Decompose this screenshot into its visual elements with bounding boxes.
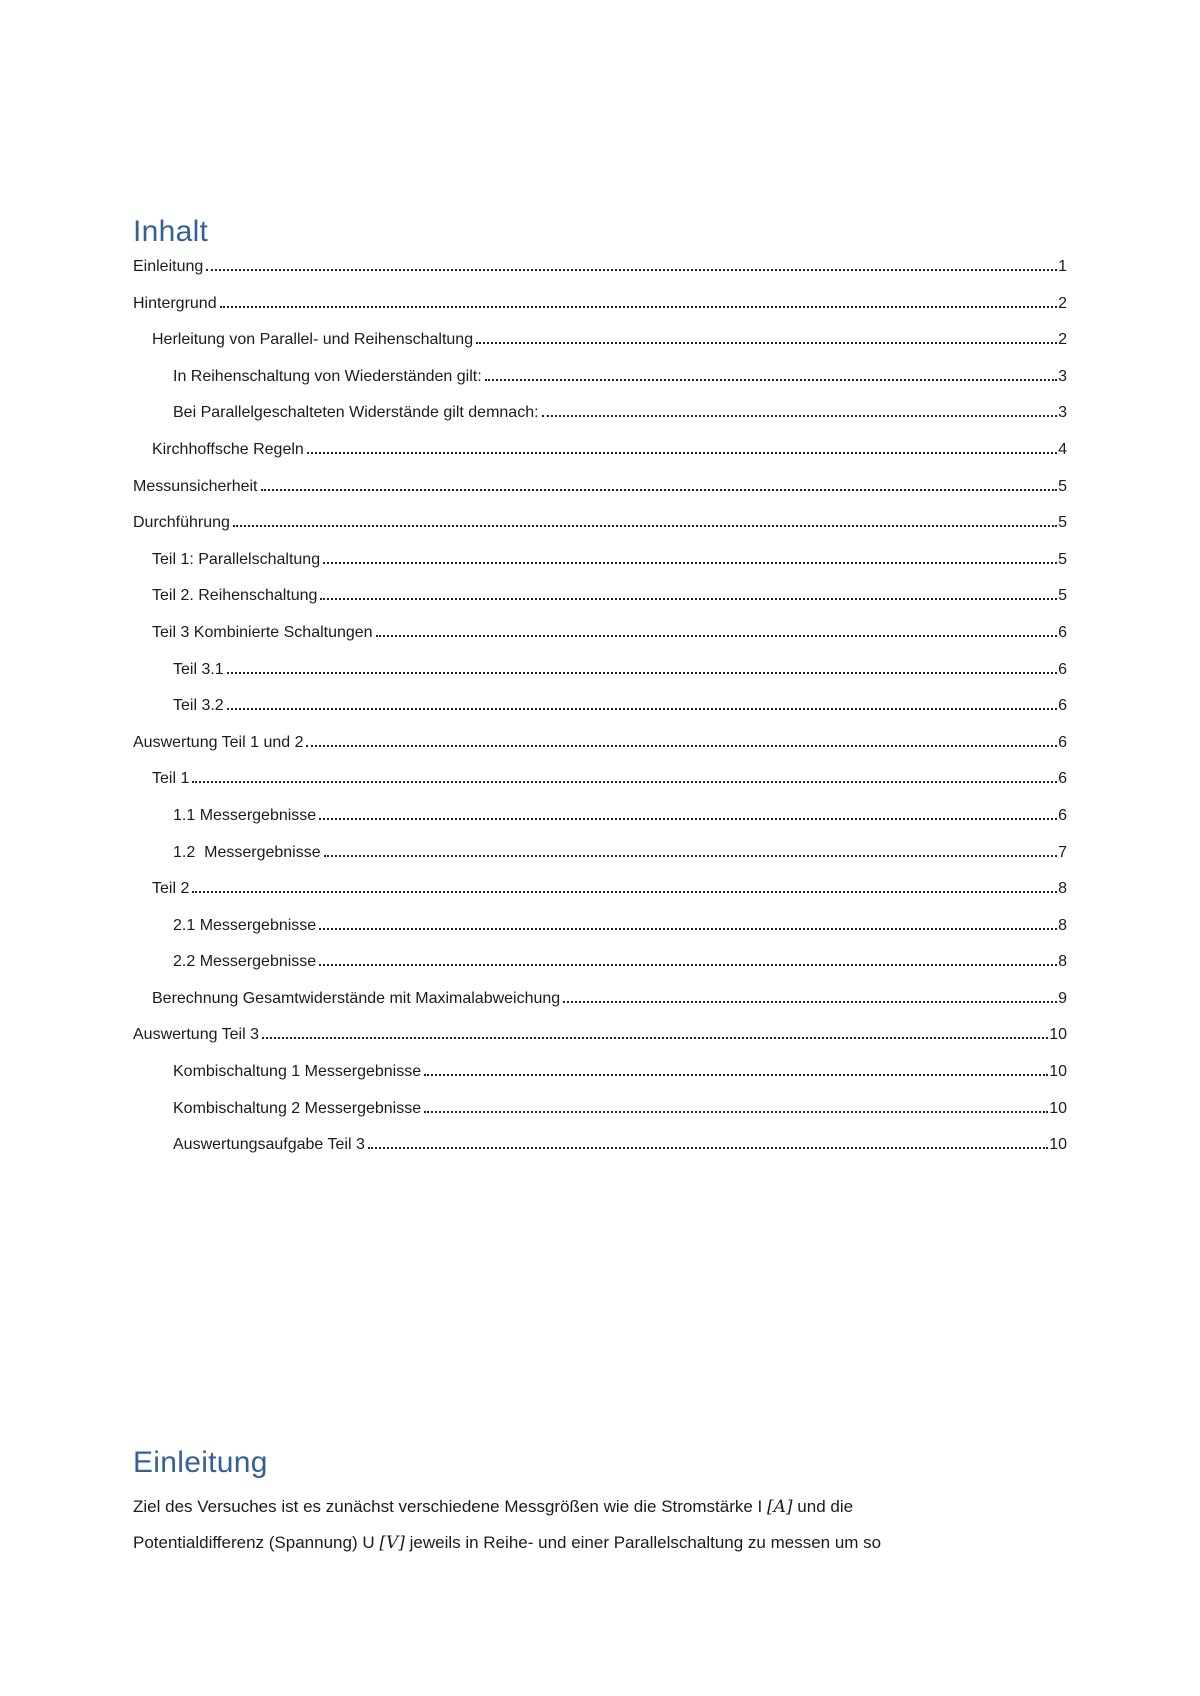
toc-entry-label: Hintergrund [133, 294, 217, 312]
toc-page-number: 6 [1058, 733, 1067, 751]
toc-page-number: 10 [1049, 1099, 1067, 1117]
toc-entry[interactable] [133, 880, 1067, 917]
toc-entry[interactable] [133, 917, 1067, 954]
toc-entry[interactable] [133, 404, 1067, 441]
toc-dot-leader [476, 342, 1057, 344]
toc-dot-leader [376, 635, 1058, 637]
toc-dot-leader [323, 562, 1057, 564]
toc-dot-leader [485, 379, 1057, 381]
toc-dot-leader [227, 708, 1057, 710]
toc-page-number: 9 [1058, 989, 1067, 1007]
toc-dot-leader [424, 1111, 1048, 1113]
toc-page-number: 5 [1058, 477, 1067, 495]
toc-entry-label: Auswertung Teil 1 und 2 [133, 733, 304, 751]
toc-dot-leader [320, 598, 1057, 600]
toc-entry-label: Messunsicherheit [133, 477, 258, 495]
toc-dot-leader [319, 964, 1057, 966]
toc-entry-label: Auswertungsaufgabe Teil 3 [173, 1136, 365, 1154]
toc-page-number: 8 [1058, 953, 1067, 971]
toc-page-number: 3 [1058, 367, 1067, 385]
toc-entry[interactable] [133, 368, 1067, 405]
toc-entry[interactable] [133, 770, 1067, 807]
toc-entry-label: Teil 1 [152, 770, 190, 788]
toc-dot-leader [233, 525, 1057, 527]
math-inline: [A] [767, 1496, 793, 1517]
toc-entry[interactable] [133, 478, 1067, 515]
body-paragraph [133, 1489, 1067, 1561]
text-run: Ziel des Versuches ist es zunächst verschiedene Messgrößen wie die Stromstärke I [133, 1496, 768, 1516]
toc-entry-label: Teil 1: Parallelschaltung [152, 550, 321, 568]
toc-dot-leader [220, 306, 1057, 308]
toc-page-number: 6 [1058, 697, 1067, 715]
toc-page-number: 6 [1058, 770, 1067, 788]
toc-entry[interactable] [133, 1026, 1067, 1063]
toc-dot-leader [319, 818, 1057, 820]
toc-entry[interactable] [133, 441, 1067, 478]
toc-entry[interactable] [133, 514, 1067, 551]
toc-entry-label: 1.2 Messergebnisse [173, 843, 321, 861]
toc-dot-leader [306, 745, 1057, 747]
toc-entry[interactable] [133, 661, 1067, 698]
toc-entry-label: In Reihenschaltung von Wiederständen gilt: [173, 367, 482, 385]
toc-entry[interactable] [133, 1100, 1067, 1137]
toc-dot-leader [424, 1074, 1048, 1076]
toc-entry[interactable] [133, 624, 1067, 661]
body-line [133, 1525, 1067, 1561]
toc-dot-leader [563, 1001, 1057, 1003]
toc-dot-leader [307, 452, 1057, 454]
toc-entry[interactable] [133, 1063, 1067, 1100]
toc-entry-label: 2.1 Messergebnisse [173, 916, 317, 934]
math-inline: [V] [379, 1532, 405, 1553]
toc-entry-label: Teil 3.1 [173, 660, 224, 678]
toc-entry[interactable] [133, 331, 1067, 368]
toc-entry[interactable] [133, 953, 1067, 990]
toc-dot-leader [192, 781, 1057, 783]
toc-page-number: 5 [1058, 550, 1067, 568]
toc-entry[interactable] [133, 1136, 1067, 1173]
toc-entry[interactable] [133, 844, 1067, 881]
toc-dot-leader [227, 672, 1057, 674]
toc-page-number: 2 [1058, 331, 1067, 349]
toc-entry-label: Kombischaltung 2 Messergebnisse [173, 1099, 422, 1117]
toc-entry-label: Bei Parallelgeschalteten Widerstände gilt demnach: [173, 404, 539, 422]
toc-dot-leader [319, 928, 1057, 930]
toc-entry-label: Teil 3 Kombinierte Schaltungen [152, 623, 373, 641]
toc-page-number: 3 [1058, 404, 1067, 422]
toc-entry[interactable] [133, 551, 1067, 588]
toc-dot-leader [206, 269, 1057, 271]
toc-entry-label: 2.2 Messergebnisse [173, 953, 317, 971]
toc-entry[interactable] [133, 990, 1067, 1027]
toc-dot-leader [262, 1037, 1048, 1039]
toc-entry-label: Auswertung Teil 3 [133, 1026, 259, 1044]
text-run: und die [792, 1496, 854, 1516]
toc-page-number: 1 [1058, 258, 1067, 275]
toc-page-number: 10 [1049, 1063, 1067, 1081]
toc-dot-leader [324, 855, 1057, 857]
toc-entry-label: Herleitung von Parallel- und Reihenschaltung [152, 331, 474, 349]
toc-entry[interactable] [133, 734, 1067, 771]
toc-page-number: 4 [1058, 440, 1067, 458]
toc-dot-leader [192, 891, 1057, 893]
text-run: Potentialdifferenz (Spannung) U [133, 1532, 380, 1552]
toc-dot-leader [542, 415, 1058, 417]
toc-page-number: 8 [1058, 916, 1067, 934]
toc-entry[interactable] [133, 807, 1067, 844]
toc-title: Inhalt [133, 215, 209, 248]
toc-entry-label: Teil 3.2 [173, 697, 224, 715]
toc-page-number: 6 [1058, 623, 1067, 641]
toc-entry[interactable] [133, 587, 1067, 624]
toc-dot-leader [368, 1147, 1048, 1149]
toc-page-number: 10 [1049, 1026, 1067, 1044]
toc-entry-label: Berechnung Gesamtwiderstände mit Maximalabweichung [152, 989, 561, 1007]
toc-page-number: 6 [1058, 660, 1067, 678]
toc-entry[interactable] [133, 295, 1067, 332]
body-line [133, 1489, 1067, 1525]
table-of-contents [133, 258, 1067, 1173]
toc-entry-label: Durchführung [133, 514, 230, 532]
toc-page-number: 10 [1049, 1136, 1067, 1154]
toc-dot-leader [261, 489, 1058, 491]
toc-entry-label: Teil 2 [152, 880, 190, 898]
toc-page-number: 2 [1058, 294, 1067, 312]
toc-page-number: 5 [1058, 587, 1067, 605]
toc-entry-label: Einleitung [133, 258, 204, 275]
toc-entry-label: Kirchhoffsche Regeln [152, 440, 304, 458]
toc-entry[interactable] [133, 258, 1067, 295]
toc-entry-label: Teil 2. Reihenschaltung [152, 587, 318, 605]
section-heading-einleitung: Einleitung [133, 1445, 268, 1479]
toc-page-number: 7 [1058, 843, 1067, 861]
toc-page-number: 5 [1058, 514, 1067, 532]
toc-page-number: 6 [1058, 806, 1067, 824]
toc-entry-label: Kombischaltung 1 Messergebnisse [173, 1063, 422, 1081]
toc-entry[interactable] [133, 697, 1067, 734]
toc-entry-label: 1.1 Messergebnisse [173, 806, 317, 824]
toc-page-number: 8 [1058, 880, 1067, 898]
text-run: jeweils in Reihe- und einer Parallelschaltung zu messen um so [404, 1532, 882, 1552]
